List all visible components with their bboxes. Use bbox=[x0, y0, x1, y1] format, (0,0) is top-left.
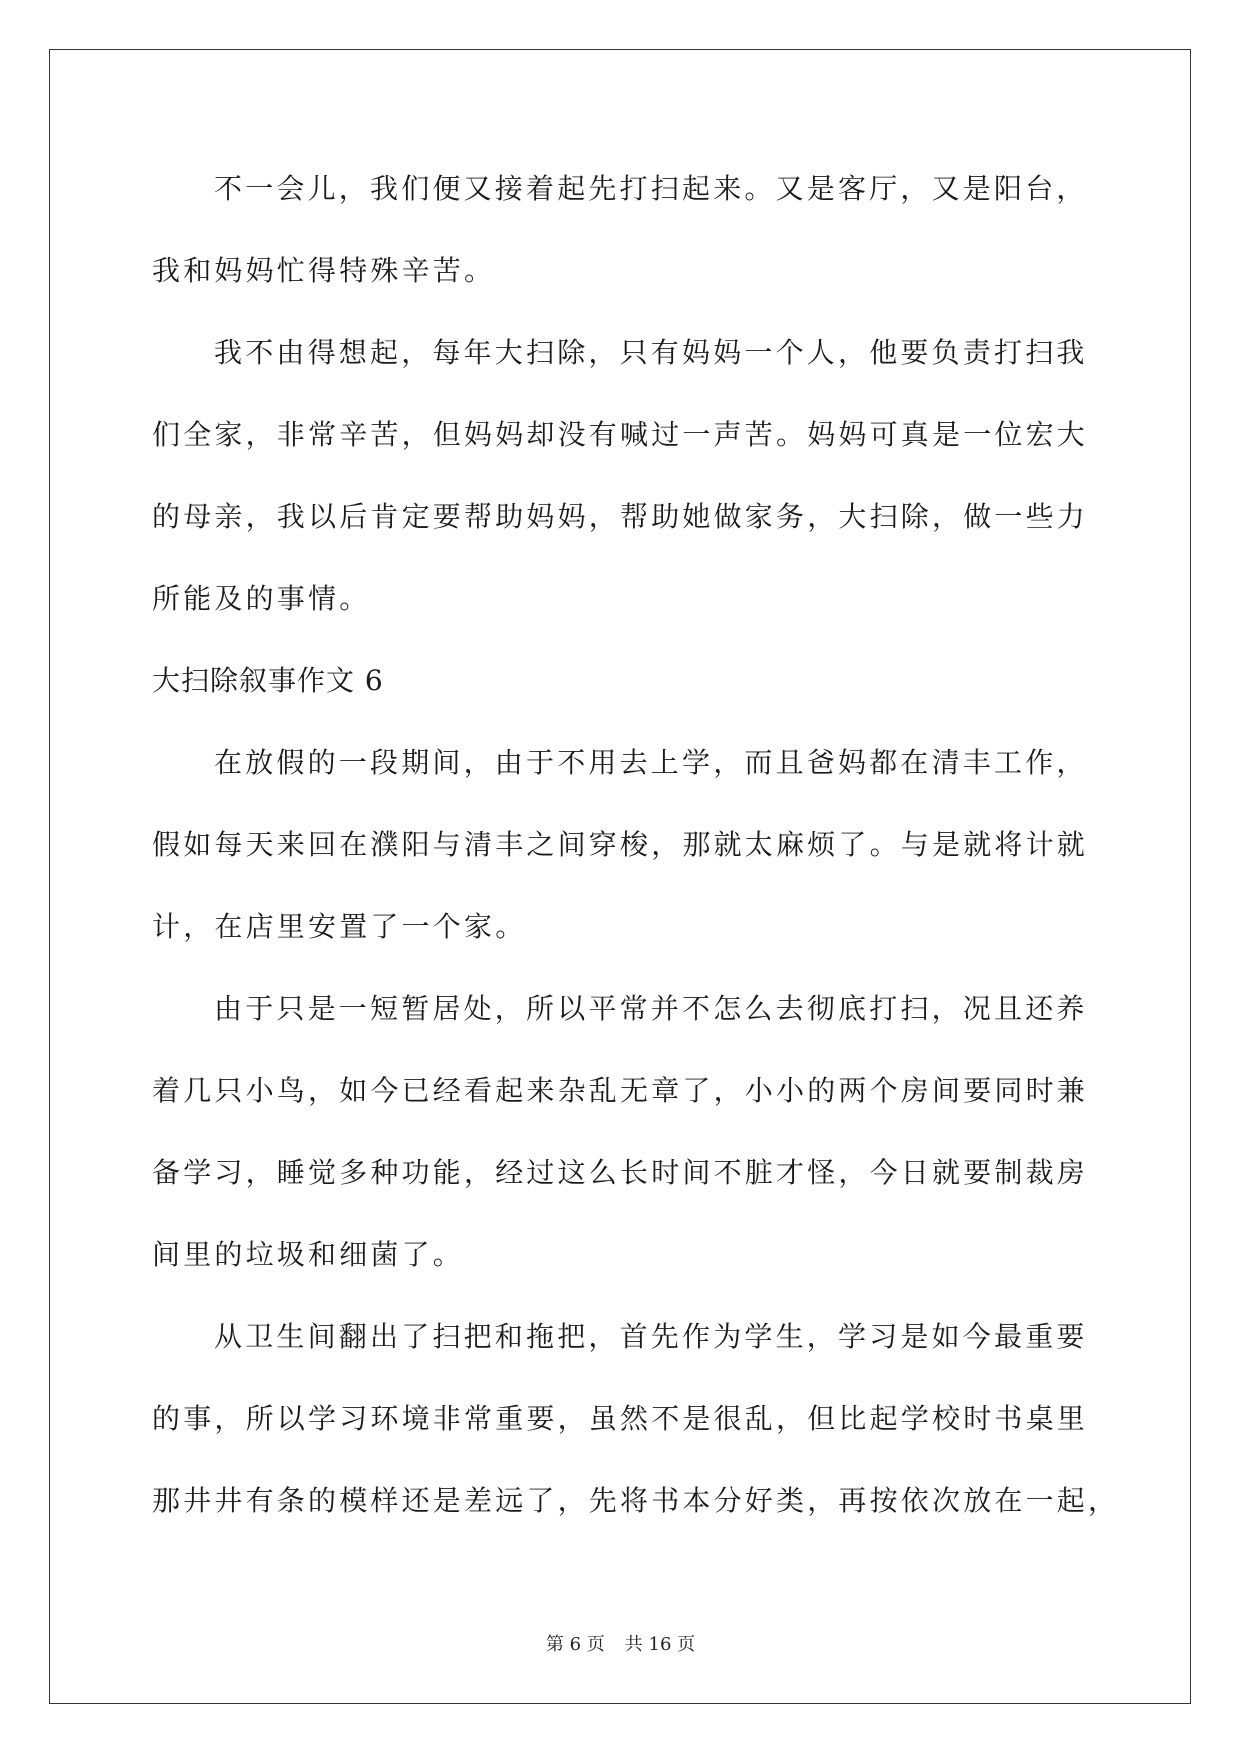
page-number: 第 6 页 bbox=[545, 1634, 605, 1655]
text-line: 在放假的一段期间，由于不用去上学，而且爸妈都在清丰工作， bbox=[214, 746, 1088, 779]
text-line: 我和妈妈忙得特殊辛苦。 bbox=[152, 254, 496, 287]
page-total: 共 16 页 bbox=[624, 1634, 696, 1655]
text-line: 备学习，睡觉多种功能，经过这么长时间不脏才怪，今日就要制裁房 bbox=[152, 1156, 1089, 1189]
page-footer bbox=[0, 1630, 1241, 1656]
section-heading: 大扫除叙事作文 6 bbox=[152, 664, 384, 697]
text-line: 们全家，非常辛苦，但妈妈却没有喊过一声苦。妈妈可真是一位宏大 bbox=[152, 418, 1089, 451]
text-line: 的母亲，我以后肯定要帮助妈妈，帮助她做家务，大扫除，做一些力 bbox=[152, 500, 1089, 533]
text-line: 的事，所以学习环境非常重要，虽然不是很乱，但比起学校时书桌里 bbox=[152, 1402, 1089, 1435]
text-line: 从卫生间翻出了扫把和拖把，首先作为学生，学习是如今最重要 bbox=[214, 1320, 1088, 1353]
text-line: 我不由得想起，每年大扫除，只有妈妈一个人，他要负责打扫我 bbox=[214, 336, 1088, 369]
text-line: 不一会儿，我们便又接着起先打扫起来。又是客厅，又是阳台， bbox=[214, 172, 1088, 205]
text-line: 着几只小鸟，如今已经看起来杂乱无章了，小小的两个房间要同时兼 bbox=[152, 1074, 1089, 1107]
text-line: 假如每天来回在濮阳与清丰之间穿梭，那就太麻烦了。与是就将计就 bbox=[152, 828, 1089, 861]
text-line: 所能及的事情。 bbox=[152, 582, 371, 615]
text-line: 由于只是一短暂居处，所以平常并不怎么去彻底打扫，况且还养 bbox=[214, 992, 1088, 1025]
document-body bbox=[152, 148, 1120, 1542]
text-line: 那井井有条的模样还是差远了，先将书本分好类，再按依次放在一起， bbox=[152, 1484, 1120, 1517]
text-line: 间里的垃圾和细菌了。 bbox=[152, 1238, 465, 1271]
text-line: 计，在店里安置了一个家。 bbox=[152, 910, 527, 943]
